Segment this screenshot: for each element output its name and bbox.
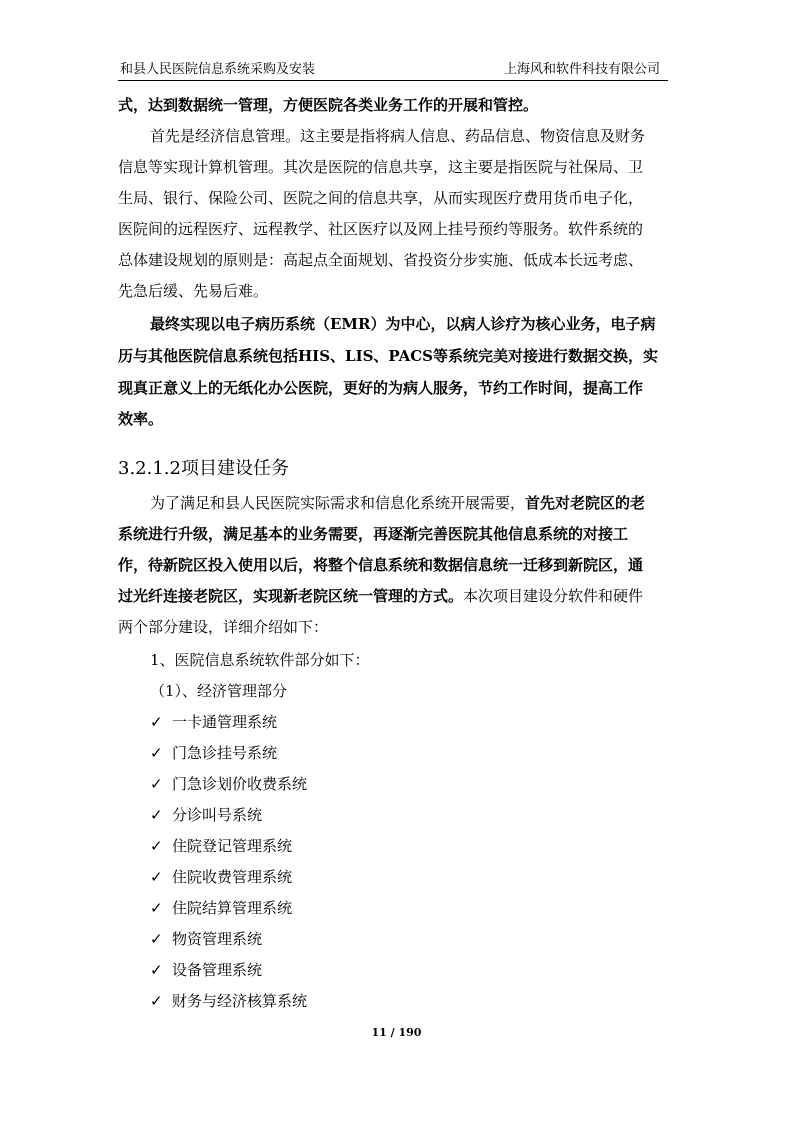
check-icon: ✓	[150, 961, 163, 979]
page-header	[118, 58, 668, 81]
checklist-item	[150, 898, 292, 918]
paragraph-2-line: 信息等实现计算机管理。其次是医院的信息共享，这主要是指医院与社保局、卫	[118, 158, 644, 176]
paragraph-2-line: 生局、银行、保险公司、医院之间的信息共享，从而实现医疗费用货币电子化，	[118, 189, 644, 207]
page-number: 11 / 190	[371, 1026, 422, 1039]
paragraph-3-line: 效率。	[118, 410, 164, 428]
checklist-item-label: 门急诊划价收费系统	[172, 775, 308, 793]
paragraph-4-line: 系统进行升级，满足基本的业务需要，再逐渐完善医院其他信息系统的对接工	[118, 525, 629, 543]
paragraph-4-text: 本次项目建设分软件和硬件	[463, 587, 644, 605]
check-icon: ✓	[150, 930, 163, 948]
paragraph-1-line: 式，达到数据统一管理，方便医院各类业务工作的开展和管控。	[118, 96, 539, 114]
paragraph-2-line: 先急后缓、先易后难。	[118, 282, 269, 300]
paragraph-4-bold-text: 过光纤连接老院区，实现新老院区统一管理的方式。	[118, 587, 464, 605]
list-subheading: （1）、经济管理部分	[150, 682, 288, 700]
checklist-item	[150, 991, 307, 1011]
header-project-title: 和县人民医院信息系统采购及安装	[120, 62, 316, 77]
paragraph-2-line: 医院间的远程医疗、远程教学、社区医疗以及网上挂号预约等服务。软件系统的	[118, 220, 644, 238]
paragraph-2-line: 首先是经济信息管理。这主要是指将病人信息、药品信息、物资信息及财务	[150, 127, 646, 145]
checklist-item-label: 门急诊挂号系统	[172, 744, 278, 762]
list-item-heading: 1、医院信息系统软件部分如下：	[150, 651, 370, 669]
checklist-item-label: 财务与经济核算系统	[172, 992, 308, 1010]
checklist-item	[150, 712, 277, 732]
check-icon: ✓	[150, 744, 163, 762]
check-icon: ✓	[150, 806, 163, 824]
paragraph-3-line: 历与其他医院信息系统包括HIS、LIS、PACS等系统完美对接进行数据交换，实	[118, 347, 659, 365]
check-icon: ✓	[150, 713, 163, 731]
paragraph-4-bold-text: 首先对老院区的老	[525, 494, 646, 512]
checklist-item-label: 住院登记管理系统	[172, 837, 293, 855]
check-icon: ✓	[150, 899, 163, 917]
paragraph-4-line	[150, 493, 645, 513]
checklist-item-label: 物资管理系统	[172, 930, 263, 948]
checklist-item	[150, 743, 277, 763]
checklist-item	[150, 929, 262, 949]
paragraph-4-line	[118, 586, 643, 606]
section-heading: 3.2.1.2项目建设任务	[118, 458, 289, 479]
paragraph-3-line: 最终实现以电子病历系统（EMR）为中心，以病人诊疗为核心业务，电子病	[150, 315, 656, 333]
paragraph-3-line: 现真正意义上的无纸化办公医院，更好的为病人服务，节约工作时间，提高工作	[118, 379, 644, 397]
checklist-item-label: 住院收费管理系统	[172, 868, 293, 886]
paragraph-2-line: 总体建设规划的原则是：高起点全面规划、省投资分步实施、低成本长远考虑、	[118, 251, 644, 269]
checklist-item-label: 设备管理系统	[172, 961, 263, 979]
check-icon: ✓	[150, 775, 163, 793]
checklist-item	[150, 867, 292, 887]
checklist-item	[150, 960, 262, 980]
checklist-item-label: 住院结算管理系统	[172, 899, 293, 917]
checklist-item-label: 一卡通管理系统	[172, 713, 278, 731]
paragraph-4-line: 两个部分建设，详细介绍如下：	[118, 618, 329, 636]
check-icon: ✓	[150, 837, 163, 855]
check-icon: ✓	[150, 868, 163, 886]
checklist-item	[150, 805, 262, 825]
checklist-item	[150, 774, 307, 794]
checklist-item-label: 分诊叫号系统	[172, 806, 263, 824]
checklist-item	[150, 836, 292, 856]
paragraph-4-text: 为了满足和县人民医院实际需求和信息化系统开展需要，	[150, 494, 526, 512]
paragraph-4-line: 作，待新院区投入使用以后，将整个信息系统和数据信息统一迁移到新院区，通	[118, 556, 644, 574]
header-company-name: 上海风和软件科技有限公司	[503, 62, 660, 77]
check-icon: ✓	[150, 992, 163, 1010]
